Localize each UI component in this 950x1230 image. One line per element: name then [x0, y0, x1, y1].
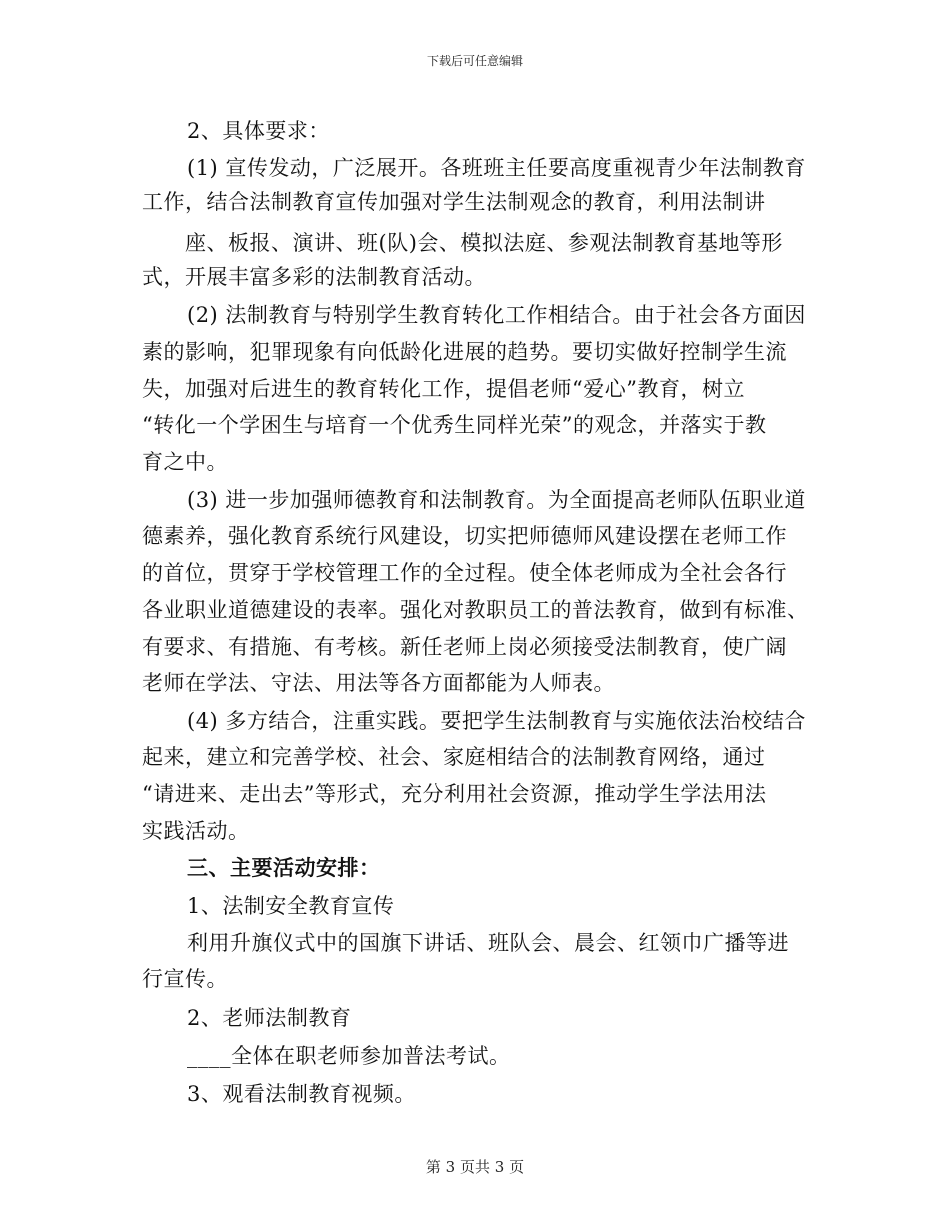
paragraph-line: “转化一个学困生与培育一个优秀生同样光荣”的观念，并落实于教 [142, 413, 767, 437]
paragraph-line: “请进来、走出去”等形式，充分利用社会资源，推动学生学法用法 [142, 782, 767, 806]
paragraph-line: 的首位，贯穿于学校管理工作的全过程。使全体老师成为全社会各行 [142, 561, 787, 585]
paragraph-line: 式，开展丰富多彩的法制教育活动。 [142, 265, 486, 289]
paragraph-line: (1) 宣传发动，广泛展开。各班班主任要高度重视青少年法制教育 [187, 156, 806, 180]
paragraph-line: 素的影响，犯罪现象有向低龄化进展的趋势。要切实做好控制学生流 [142, 340, 787, 364]
subheading: 2、老师法制教育 [187, 1006, 352, 1030]
subheading: 3、观看法制教育视频。 [187, 1082, 416, 1106]
paragraph-line: 德素养，强化教育系统行风建设，切实把师德师风建设摆在老师工作 [142, 524, 787, 548]
paragraph-line: 各业职业道德建设的表率。强化对教职员工的普法教育，做到有标准、 [142, 598, 809, 622]
page-number: 第 3 页共 3 页 [425, 1158, 525, 1176]
paragraph-line: 实践活动。 [142, 819, 250, 843]
paragraph-line: 行宣传。 [142, 967, 228, 991]
paragraph-line: 利用升旗仪式中的国旗下讲话、班队会、晨会、红领巾广播等进 [187, 931, 789, 955]
paragraph-line: (3) 进一步加强师德教育和法制教育。为全面提高老师队伍职业道 [187, 488, 806, 512]
paragraph-line: 失，加强对后进生的教育转化工作，提倡老师“爱心”教育，树立 [142, 377, 745, 401]
paragraph-line: 起来，建立和完善学校、社会、家庭相结合的法制教育网络，通过 [142, 745, 766, 769]
paragraph-line: ____全体在职老师参加普法考试。 [187, 1044, 511, 1068]
paragraph-line: 工作，结合法制教育宣传加强对学生法制观念的教育，利用法制讲 [142, 190, 766, 214]
paragraph-line: 座、板报、演讲、班(队)会、模拟法庭、参观法制教育基地等形 [185, 231, 783, 255]
section-heading: 2、具体要求： [187, 119, 330, 143]
section-heading: 三、主要活动安排： [187, 855, 381, 880]
subheading: 1、法制安全教育宣传 [187, 894, 395, 918]
paragraph-line: (4) 多方结合，注重实践。要把学生法制教育与实施依法治校结合 [187, 709, 806, 733]
page-header: 下载后可任意编辑 [426, 54, 523, 68]
paragraph-line: 老师在学法、守法、用法等各方面都能为人师表。 [142, 671, 615, 695]
paragraph-line: (2) 法制教育与特别学生教育转化工作相结合。由于社会各方面因 [187, 303, 806, 327]
paragraph-line: 有要求、有措施、有考核。新任老师上岗必须接受法制教育，使广阔 [142, 635, 787, 659]
paragraph-line: 育之中。 [142, 450, 228, 474]
